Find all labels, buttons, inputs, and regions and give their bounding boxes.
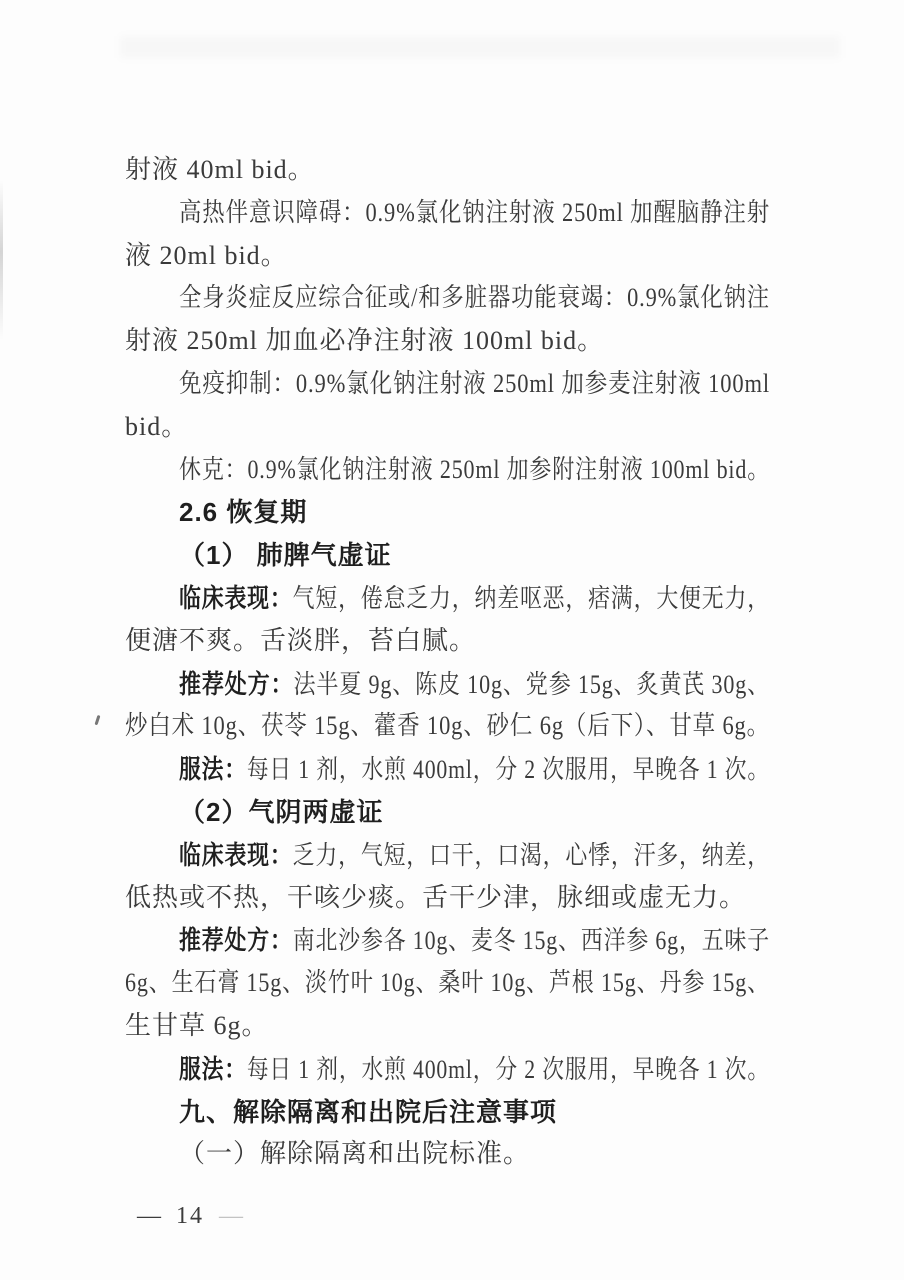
page-footer: [137, 1201, 243, 1231]
text-segment: 便溏不爽。舌淡胖，苔白腻。: [125, 625, 477, 655]
bold-label: 推荐处方：: [179, 668, 294, 699]
text-line-content: [125, 149, 315, 192]
bold-label: 推荐处方：: [179, 925, 293, 956]
text-line-content: [125, 620, 476, 663]
footer-right-dash: —: [219, 1203, 243, 1229]
text-segment: bid。: [125, 411, 189, 441]
text-line: [125, 1005, 770, 1048]
scan-artifact-mark: [95, 715, 100, 725]
bold-label: 临床表现：: [179, 839, 293, 870]
scan-smudge: [120, 36, 840, 58]
text-segment: 射液 40ml bid。: [125, 155, 315, 184]
text-line: [125, 363, 770, 406]
text-line: [125, 620, 770, 663]
text-line-content: [179, 919, 770, 963]
text-line-content: [125, 1005, 269, 1048]
text-line-content: [179, 491, 307, 535]
text-line: [125, 149, 770, 192]
text-line-content: [179, 363, 770, 406]
document-lines: [125, 149, 770, 1176]
text-segment: 南北沙参各 10g、麦冬 15g、西洋参 6g，五味子: [292, 926, 770, 956]
page-number: 14: [176, 1203, 204, 1229]
text-segment: 免疫抑制：0.9%氯化钠注射液 250ml 加参麦注射液 100ml: [179, 368, 771, 398]
text-line: [125, 1133, 770, 1176]
text-segment: 低热或不热，干咳少痰。舌干少津，脉细或虚无力。: [125, 882, 747, 912]
text-segment: 射液 250ml 加血必净注射液 100ml bid。: [125, 326, 605, 356]
bold-label: 临床表现：: [179, 582, 293, 613]
text-line-content: [125, 235, 288, 278]
text-line-content: [125, 705, 770, 748]
text-line: [125, 320, 770, 363]
text-segment: 每日 1 剂，水煎 400ml，分 2 次服用，早晚各 1 次。: [246, 755, 770, 785]
text-line-content: [125, 877, 746, 920]
bold-label: 2.6 恢复期: [179, 497, 308, 528]
text-line-content: [179, 192, 770, 235]
text-line-content: [179, 1048, 770, 1092]
text-line-content: [179, 834, 770, 878]
text-line: [125, 663, 770, 706]
text-line: [125, 705, 770, 748]
text-line-content: [179, 577, 770, 621]
text-segment: 气短，倦怠乏力，纳差呕恶，痞满，大便无力，: [292, 583, 770, 613]
text-line-content: [179, 449, 770, 492]
bold-label: 服法：: [179, 754, 247, 785]
text-line: [125, 491, 770, 534]
text-line-content: [125, 406, 188, 449]
text-line: [125, 277, 770, 320]
text-line-content: [179, 791, 383, 835]
text-segment: （一）解除隔离和出院标准。: [179, 1139, 531, 1169]
text-line: [125, 962, 770, 1005]
text-segment: 法半夏 9g、陈皮 10g、党参 15g、炙黄芪 30g、: [293, 669, 771, 699]
text-line: [125, 235, 770, 278]
text-line-content: [179, 534, 392, 578]
text-line-content: [125, 320, 604, 363]
text-line: [125, 791, 770, 834]
text-line: [125, 1091, 770, 1134]
bold-label: （2）气阴两虚证: [179, 796, 384, 827]
text-line: [125, 577, 770, 620]
bold-label: 九、解除隔离和出院后注意事项: [179, 1096, 558, 1127]
text-line-content: [179, 1091, 557, 1135]
text-line-content: [179, 277, 770, 320]
text-segment: 全身炎症反应综合征或/和多脏器功能衰竭：0.9%氯化钠注: [179, 283, 771, 313]
bold-label: （1） 肺脾气虚证: [179, 540, 392, 571]
text-segment: 高热伴意识障碍：0.9%氯化钠注射液 250ml 加醒脑静注射: [179, 197, 771, 227]
text-line-content: [179, 663, 770, 707]
text-line: [125, 1048, 770, 1091]
text-line-content: [179, 748, 770, 792]
bold-label: 服法：: [179, 1053, 247, 1084]
scan-edge-shade: [0, 180, 3, 340]
text-line: [125, 834, 770, 877]
text-line: [125, 192, 770, 235]
text-line: [125, 877, 770, 920]
text-segment: 乏力，气短，口干，口渴，心悸，汗多，纳差，: [292, 840, 770, 870]
text-segment: 休克：0.9%氯化钠注射液 250ml 加参附注射液 100ml bid。: [179, 454, 771, 484]
text-line: [125, 919, 770, 962]
text-line: [125, 748, 770, 791]
text-line-content: [125, 962, 770, 1005]
text-line-content: [179, 1133, 530, 1176]
text-line: [125, 406, 770, 449]
text-segment: 液 20ml bid。: [125, 240, 288, 270]
text-segment: 6g、生石膏 15g、淡竹叶 10g、桑叶 10g、芦根 15g、丹参 15g、: [125, 968, 771, 998]
text-line: [125, 449, 770, 492]
text-segment: 每日 1 剂，水煎 400ml，分 2 次服用，早晚各 1 次。: [246, 1054, 770, 1084]
text-segment: 炒白术 10g、茯苓 15g、藿香 10g、砂仁 6g（后下）、甘草 6g。: [125, 711, 770, 741]
text-line: [125, 534, 770, 577]
text-segment: 生甘草 6g。: [125, 1010, 269, 1040]
footer-left-dash: —: [137, 1203, 161, 1229]
